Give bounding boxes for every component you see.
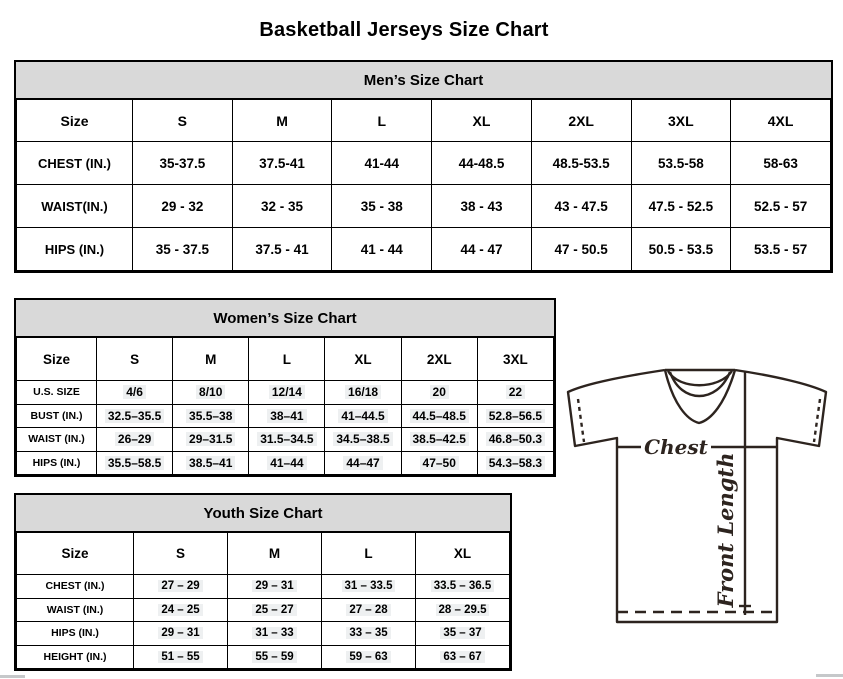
size-value: 51 – 55: [158, 651, 202, 663]
size-value: 31.5–34.5: [257, 432, 316, 446]
row-label: HIPS (IN.): [17, 451, 97, 475]
size-value: 53.5 - 57: [753, 241, 808, 257]
size-value: 59 – 63: [346, 651, 390, 663]
size-column-header: 2XL: [531, 100, 631, 142]
size-value-cell: [134, 645, 228, 669]
size-value-cell: [97, 428, 173, 452]
size-value-cell: [134, 598, 228, 622]
size-value: 53.5-58: [657, 155, 704, 171]
size-column-header: 3XL: [477, 338, 553, 381]
size-value: 50.5 - 53.5: [648, 241, 714, 257]
header-row: [17, 533, 510, 575]
size-column-header: M: [173, 338, 249, 381]
size-value-cell: [325, 381, 401, 405]
size-value-cell: [133, 142, 233, 185]
size-column-header: XL: [416, 533, 510, 575]
size-value-cell: [416, 598, 510, 622]
size-value: 47 - 50.5: [554, 241, 608, 257]
size-value: 29–31.5: [186, 432, 235, 446]
size-value: 41 - 44: [360, 241, 403, 257]
size-value: 52.8–56.5: [486, 409, 545, 423]
size-value-cell: [133, 228, 233, 271]
size-value: 29 - 32: [161, 198, 204, 214]
size-value-cell: [249, 381, 325, 405]
scrollbar-thumb-right[interactable]: [816, 674, 843, 677]
size-column-header: S: [134, 533, 228, 575]
womens-chart-title: Women’s Size Chart: [16, 300, 554, 337]
size-value-cell: [332, 228, 432, 271]
row-label: WAIST (IN.): [17, 598, 134, 622]
size-value: 35 - 37.5: [155, 241, 209, 257]
table-row: [17, 622, 510, 646]
size-value-cell: [173, 404, 249, 428]
size-value: 12/14: [269, 385, 305, 399]
size-column-header: S: [97, 338, 173, 381]
row-label: HEIGHT (IN.): [17, 645, 134, 669]
row-label: CHEST (IN.): [17, 575, 134, 599]
size-column-header: L: [249, 338, 325, 381]
size-value: 31 – 33: [252, 627, 296, 639]
size-value-cell: [97, 451, 173, 475]
mens-size-table: [16, 99, 831, 271]
header-row: [17, 338, 554, 381]
size-value-cell: [416, 645, 510, 669]
table-row: [17, 575, 510, 599]
size-value: 22: [506, 385, 525, 399]
table-row: [17, 645, 510, 669]
size-value: 43 - 47.5: [554, 198, 608, 214]
size-value-cell: [631, 142, 731, 185]
size-value: 32.5–35.5: [105, 409, 164, 423]
size-value-cell: [401, 404, 477, 428]
size-value: 24 – 25: [158, 604, 202, 616]
size-column-header: 3XL: [631, 100, 731, 142]
size-value: 35-37.5: [159, 155, 206, 171]
size-value-cell: [731, 142, 831, 185]
size-value-cell: [531, 142, 631, 185]
size-column-header: M: [228, 533, 322, 575]
size-value: 8/10: [196, 385, 225, 399]
size-value: 26–29: [115, 432, 154, 446]
left-cuff-dashed-line: [578, 399, 584, 442]
page-title: Basketball Jerseys Size Chart: [259, 19, 549, 42]
size-value-cell: [228, 622, 322, 646]
size-value-cell: [322, 598, 416, 622]
size-value-cell: [477, 381, 553, 405]
size-value-cell: [134, 575, 228, 599]
size-value: 35 – 37: [440, 627, 484, 639]
size-value: 46.8–50.3: [486, 432, 545, 446]
size-value-cell: [325, 451, 401, 475]
size-value-cell: [631, 228, 731, 271]
size-value: 41–44: [267, 456, 306, 470]
size-value-cell: [322, 645, 416, 669]
size-value-cell: [173, 428, 249, 452]
front-length-label: Front Length: [713, 452, 738, 608]
size-value-cell: [401, 428, 477, 452]
size-value: 54.3–58.3: [486, 456, 545, 470]
size-column-header: L: [322, 533, 416, 575]
size-value-cell: [416, 622, 510, 646]
size-value-cell: [322, 575, 416, 599]
size-value: 35 - 38: [360, 198, 403, 214]
size-value: 47–50: [420, 456, 459, 470]
size-value: 29 – 31: [252, 580, 296, 592]
size-value-cell: [232, 185, 332, 228]
size-value-cell: [731, 185, 831, 228]
row-label: CHEST (IN.): [17, 142, 133, 185]
size-value: 37.5 - 41: [255, 241, 309, 257]
size-value-cell: [432, 142, 532, 185]
size-value: 29 – 31: [158, 627, 202, 639]
table-row: [17, 451, 554, 475]
size-value: 38–41: [267, 409, 306, 423]
size-value: 44 - 47: [460, 241, 503, 257]
size-value-cell: [249, 428, 325, 452]
row-label: U.S. SIZE: [17, 381, 97, 405]
jersey-diagram-icon: [563, 366, 835, 628]
size-value: 41–44.5: [338, 409, 387, 423]
size-column-header: XL: [432, 100, 532, 142]
size-value: 31 – 33.5: [342, 580, 396, 592]
size-value-cell: [416, 575, 510, 599]
size-value: 4/6: [123, 385, 146, 399]
size-header-cell: Size: [17, 338, 97, 381]
size-value-cell: [232, 142, 332, 185]
womens-size-table: [16, 337, 554, 475]
size-column-header: 4XL: [731, 100, 831, 142]
size-value: 20: [430, 385, 449, 399]
size-value: 48.5-53.5: [552, 155, 610, 171]
size-value: 52.5 - 57: [753, 198, 808, 214]
table-row: [17, 404, 554, 428]
size-value-cell: [228, 575, 322, 599]
size-value: 38.5–41: [186, 456, 235, 470]
chest-label: Chest: [644, 435, 708, 459]
jersey-outline: [568, 370, 826, 622]
size-value-cell: [531, 185, 631, 228]
size-value-cell: [322, 622, 416, 646]
size-value-cell: [173, 451, 249, 475]
size-value: 58-63: [763, 155, 798, 171]
size-value-cell: [401, 451, 477, 475]
size-header-cell: Size: [17, 100, 133, 142]
size-value-cell: [432, 228, 532, 271]
size-value: 63 – 67: [440, 651, 484, 663]
row-label: HIPS (IN.): [17, 622, 134, 646]
scrollbar-thumb-left[interactable]: [0, 675, 25, 678]
right-cuff-dashed-line: [814, 399, 820, 442]
size-value-cell: [134, 622, 228, 646]
size-value-cell: [232, 228, 332, 271]
size-value-cell: [477, 451, 553, 475]
youth-size-table: [16, 532, 510, 669]
size-value: 55 – 59: [252, 651, 296, 663]
table-row: [17, 428, 554, 452]
size-value-cell: [249, 451, 325, 475]
youth-size-chart: [14, 493, 512, 671]
size-value-cell: [477, 404, 553, 428]
row-label: WAIST(IN.): [17, 185, 133, 228]
size-value-cell: [432, 185, 532, 228]
size-value-cell: [228, 598, 322, 622]
size-value-cell: [133, 185, 233, 228]
size-value: 27 – 28: [346, 604, 390, 616]
size-value: 47.5 - 52.5: [648, 198, 714, 214]
table-row: [17, 228, 831, 271]
size-value-cell: [631, 185, 731, 228]
womens-size-chart: [14, 298, 556, 477]
table-row: [17, 598, 510, 622]
size-value: 38.5–42.5: [410, 432, 469, 446]
size-column-header: S: [133, 100, 233, 142]
size-value: 16/18: [345, 385, 381, 399]
table-row: [17, 381, 554, 405]
size-value: 32 - 35: [261, 198, 304, 214]
table-row: [17, 142, 831, 185]
size-value-cell: [325, 404, 401, 428]
header-row: [17, 100, 831, 142]
size-value-cell: [325, 428, 401, 452]
size-value: 28 – 29.5: [436, 604, 490, 616]
size-value-cell: [332, 185, 432, 228]
size-value: 33 – 35: [346, 627, 390, 639]
size-value: 41-44: [364, 155, 400, 171]
size-value-cell: [249, 404, 325, 428]
mens-size-chart: [14, 60, 833, 273]
mens-chart-title: Men’s Size Chart: [16, 62, 831, 99]
size-value: 35.5–58.5: [105, 456, 164, 470]
youth-chart-title: Youth Size Chart: [16, 495, 510, 532]
size-value-cell: [173, 381, 249, 405]
size-value: 35.5–38: [186, 409, 235, 423]
table-row: [17, 185, 831, 228]
size-value: 25 – 27: [252, 604, 296, 616]
size-value-cell: [97, 381, 173, 405]
size-value: 27 – 29: [158, 580, 202, 592]
size-column-header: 2XL: [401, 338, 477, 381]
size-value-cell: [97, 404, 173, 428]
size-value-cell: [477, 428, 553, 452]
size-value-cell: [332, 142, 432, 185]
size-value: 44–47: [343, 456, 382, 470]
size-value-cell: [228, 645, 322, 669]
row-label: HIPS (IN.): [17, 228, 133, 271]
size-column-header: M: [232, 100, 332, 142]
size-value-cell: [401, 381, 477, 405]
jersey-collar-inner-arc-2: [670, 372, 730, 396]
size-value: 37.5-41: [259, 155, 305, 171]
size-column-header: L: [332, 100, 432, 142]
size-value: 33.5 – 36.5: [431, 580, 495, 592]
size-value: 34.5–38.5: [333, 432, 392, 446]
size-value-cell: [531, 228, 631, 271]
size-value-cell: [731, 228, 831, 271]
size-header-cell: Size: [17, 533, 134, 575]
size-value: 44-48.5: [458, 155, 505, 171]
row-label: WAIST (IN.): [17, 428, 97, 452]
row-label: BUST (IN.): [17, 404, 97, 428]
size-value: 44.5–48.5: [410, 409, 469, 423]
size-column-header: XL: [325, 338, 401, 381]
size-value: 38 - 43: [460, 198, 503, 214]
